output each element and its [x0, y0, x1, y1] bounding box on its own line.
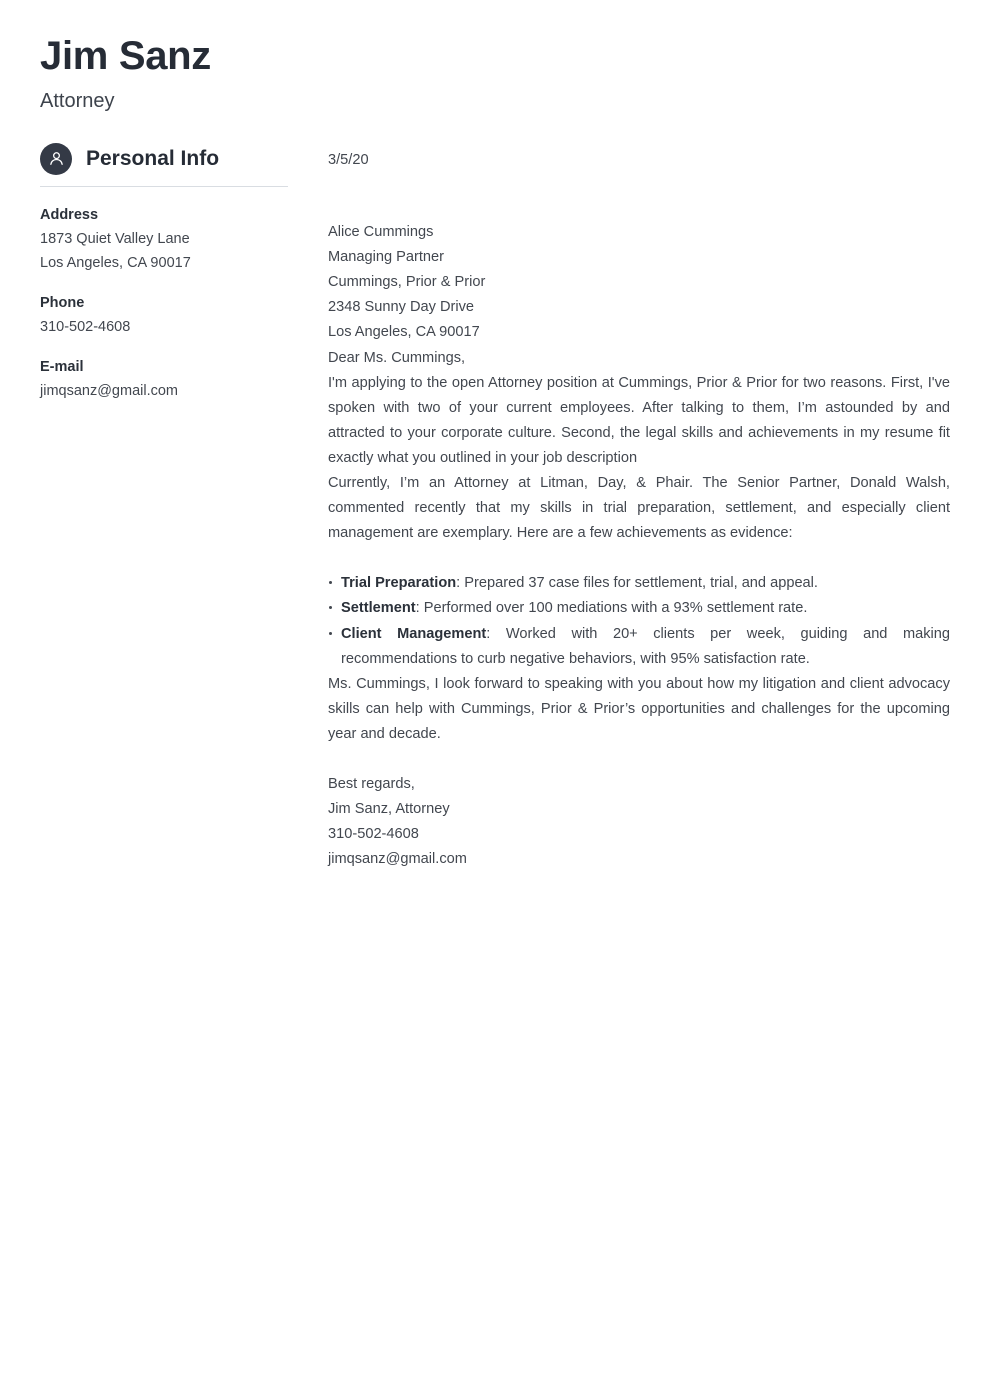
info-label-email: E-mail	[40, 359, 84, 376]
info-value-phone: 310-502-4608	[40, 319, 131, 336]
salutation: Dear Ms. Cummings,	[328, 349, 466, 366]
personal-info-section-header	[40, 143, 290, 175]
info-value-address-line-2: Los Angeles, CA 90017	[40, 255, 191, 272]
achievement-term: Trial Preparation	[341, 575, 457, 592]
recipient-company: Cummings, Prior & Prior	[328, 274, 486, 291]
paragraph-2: Currently, I’m an Attorney at Litman, Day, & Phair. The Senior Partner, Donald Walsh, commented recently that my skills in trial preparation, settlement, and especially client management are exemplary. Here are a few achievements as evidence:	[328, 475, 950, 542]
info-value-email: jimqsanz@gmail.com	[40, 382, 179, 399]
info-group-phone	[40, 293, 290, 340]
person-icon	[40, 143, 72, 175]
candidate-job-title: Attorney	[40, 89, 115, 112]
achievement-item	[328, 571, 950, 596]
signoff-block	[328, 772, 950, 872]
info-label-phone: Phone	[40, 295, 85, 312]
achievement-term: Settlement	[341, 600, 416, 617]
signoff-email: jimqsanz@gmail.com	[328, 851, 467, 868]
sidebar	[40, 34, 290, 404]
achievement-text: : Performed over 100 mediations with a 93% settlement rate.	[415, 600, 808, 617]
info-group-address	[40, 205, 290, 277]
recipient-city: Los Angeles, CA 90017	[328, 324, 480, 341]
recipient-title: Managing Partner	[328, 249, 445, 266]
personal-info-title: Personal Info	[86, 147, 220, 171]
info-label-address: Address	[40, 206, 99, 223]
achievement-text: : Prepared 37 case files for settlement, trial, and appeal.	[456, 575, 818, 592]
recipient-street: 2348 Sunny Day Drive	[328, 299, 475, 316]
recipient-block	[328, 220, 950, 345]
signoff-closing: Best regards,	[328, 775, 415, 792]
info-group-email	[40, 357, 290, 404]
achievement-item	[328, 622, 950, 672]
recipient-name: Alice Cummings	[328, 224, 434, 241]
signoff-phone: 310-502-4608	[328, 826, 419, 843]
candidate-name: Jim Sanz	[40, 34, 211, 78]
achievement-text: : Worked with 20+ clients per week, guiding and making recommendations to curb negative behaviors, with 95% satisfaction rate.	[341, 625, 951, 667]
info-value-address-line-1: 1873 Quiet Valley Lane	[40, 230, 190, 247]
paragraph-1: I'm applying to the open Attorney position at Cummings, Prior & Prior for two reasons. First, I've spoken with two of your current employees. After talking to them, I’m astounded by and attracted to your corporate culture. Second, the legal skills and achievements in my resume fit exactly what you outlined in your job description	[328, 374, 950, 466]
letter-date: 3/5/20	[328, 152, 369, 168]
section-divider	[40, 186, 288, 187]
signoff-name: Jim Sanz, Attorney	[328, 801, 450, 818]
achievements-list	[328, 571, 950, 671]
achievement-item	[328, 596, 950, 621]
paragraph-3: Ms. Cummings, I look forward to speaking with you about how my litigation and client advocacy skills can help with Cummings, Prior & Prior’s opportunities and challenges for the upcoming year and decade.	[328, 675, 950, 742]
letter-body	[328, 148, 950, 872]
achievement-term: Client Management	[341, 625, 487, 642]
